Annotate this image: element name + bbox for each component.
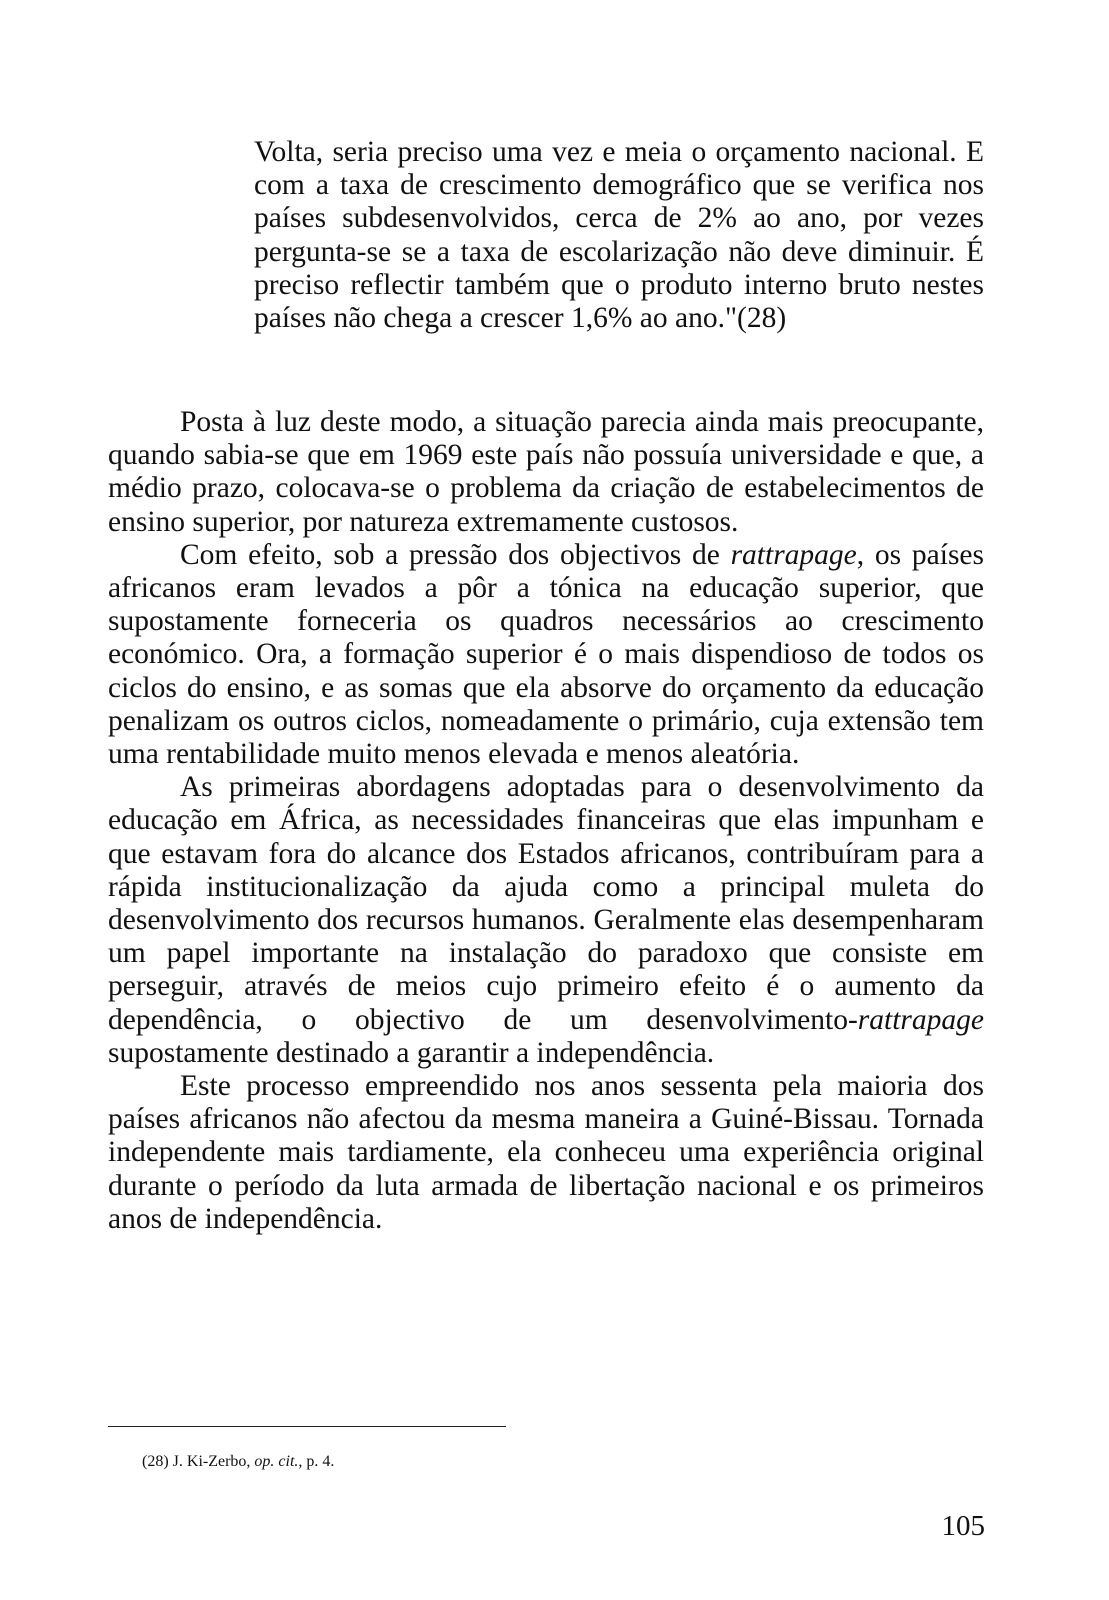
paragraph-4: Este processo empreendido nos anos sessenta pela maioria dos países africanos não afectou da mesma maneira a Guiné-Bissau. Tornada independente mais tardiamente, ela conheceu uma experiência original durante o período da luta armada de libertação nacional e os primeiros anos de independência. bbox=[108, 1070, 984, 1235]
quotation-paragraph bbox=[254, 136, 984, 335]
page-number: 105 bbox=[941, 1510, 985, 1542]
footnote-divider bbox=[108, 1426, 506, 1427]
paragraph-2-text-b: , os países africanos eram levados a pôr a tónica na educação superior, que supostamente forneceria os quadros necessários ao crescimento económico. Ora, a formação superior é o mais dispendioso de todos os ciclos do ensino, e as somas que ela absorve do orçamento da educação penalizam os outros ciclos, nomeadamente o primário, cuja extensão tem uma rentabilidade muito menos elevada e menos aleatória. bbox=[108, 538, 984, 771]
paragraph-3-italic-term: rattrapage bbox=[857, 1003, 984, 1036]
quotation-note-reference: (28) bbox=[737, 302, 787, 335]
body-text bbox=[108, 406, 984, 1236]
footnote-work: op. cit. bbox=[254, 1453, 299, 1470]
paragraph-2-text-a: Com efeito, sob a pressão dos objectivos de bbox=[180, 538, 731, 571]
paragraph-2-italic-term: rattrapage bbox=[730, 538, 857, 571]
paragraph-1: Posta à luz deste modo, a situação parecia ainda mais preocupante, quando sabia-se que em 1969 este país não possuía universidade e que, a médio prazo, colocava-se o problema da criação de estabelecimentos de ensino superior, por natureza extremamente custosos. bbox=[108, 406, 984, 538]
paragraph-3-text-a: As primeiras abordagens adoptadas para o desenvolvimento da educação em África, as necessidades financeiras que elas impunham e que estavam fora do alcance dos Estados africanos, contribuíram para a rápida institucionalização da ajuda como a principal muleta do desenvolvimento dos recursos humanos. Geralmente elas desempenharam um papel importante na instalação do paradoxo que consiste em perseguir, através de meios cujo primeiro efeito é o aumento da dependência, o objectivo de um desenvolvimento- bbox=[108, 771, 984, 1036]
paragraph-3 bbox=[108, 771, 984, 1070]
footnote bbox=[142, 1452, 334, 1472]
paragraph-3-text-b: supostamente destinado a garantir a independência. bbox=[108, 1036, 715, 1069]
quotation-block bbox=[254, 136, 984, 335]
paragraph-2 bbox=[108, 539, 984, 771]
footnote-author: J. Ki-Zerbo, bbox=[168, 1453, 255, 1470]
quotation-text: Volta, seria preciso uma vez e meia o orçamento nacional. E com a taxa de crescimento demográfico que se verifica nos países subdesenvolvidos, cerca de 2% ao ano, por vezes pergunta-se se a taxa de escolarização não deve diminuir. É preciso reflectir também que o produto interno bruto nestes países não chega a crescer 1,6% ao ano." bbox=[254, 136, 984, 335]
footnote-number: (28) bbox=[142, 1453, 169, 1470]
footnote-page: , p. 4. bbox=[298, 1453, 335, 1470]
